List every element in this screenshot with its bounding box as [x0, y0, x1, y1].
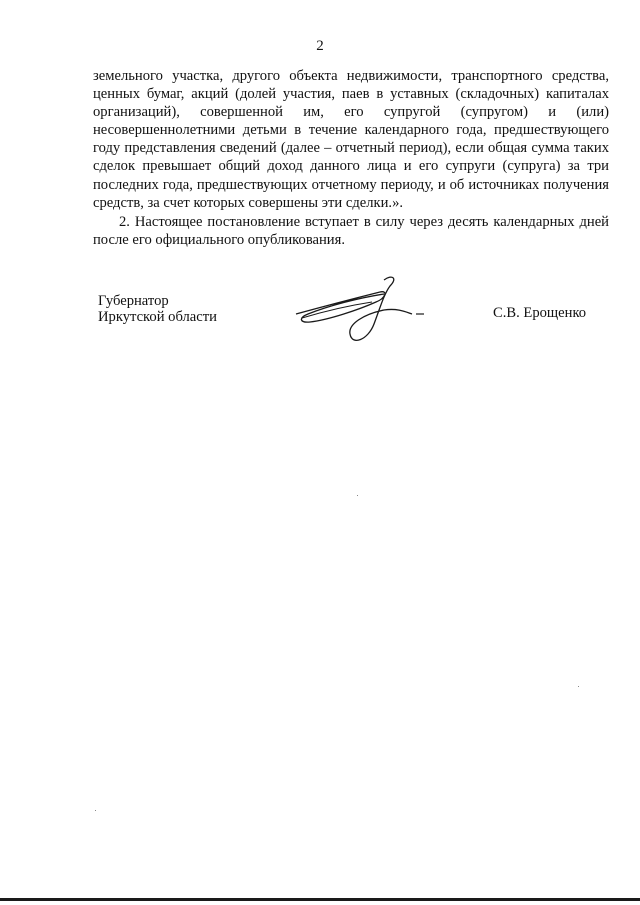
signatory-name: С.В. Ерощенко: [493, 305, 587, 321]
scan-artifact: [357, 495, 358, 496]
scan-artifact: [95, 810, 96, 811]
paragraph-effective-date: 2. Настоящее постановление вступает в силу через десять календарных дней после его официального опубликования.: [93, 213, 609, 248]
position-title: Губернатор: [98, 293, 169, 309]
paragraph-continuation: земельного участка, другого объекта недвижимости, транспортного средства, ценных бумаг, акций (долей участия, паев в уставных (складочных) капиталах организаций), совершенной им, его супругой (супругом) и (или) несовершеннолетними детьми в течение календарного года, предшествующего году представления сведений (далее – отчетный период), если общая сумма таких сделок превышает общий доход данного лица и его супруги (супруга) за три последних года, предшествующих отчетному периоду, и об источниках получения средств, за счет которых совершены эти сделки.».: [93, 68, 609, 211]
page-number: 2: [316, 38, 324, 54]
scan-artifact: [578, 686, 579, 687]
document-body: [93, 67, 609, 249]
handwritten-signature: [288, 268, 428, 348]
signatory-position: [98, 293, 217, 325]
scan-edge: [0, 898, 640, 901]
position-region: Иркутской области: [98, 309, 217, 325]
